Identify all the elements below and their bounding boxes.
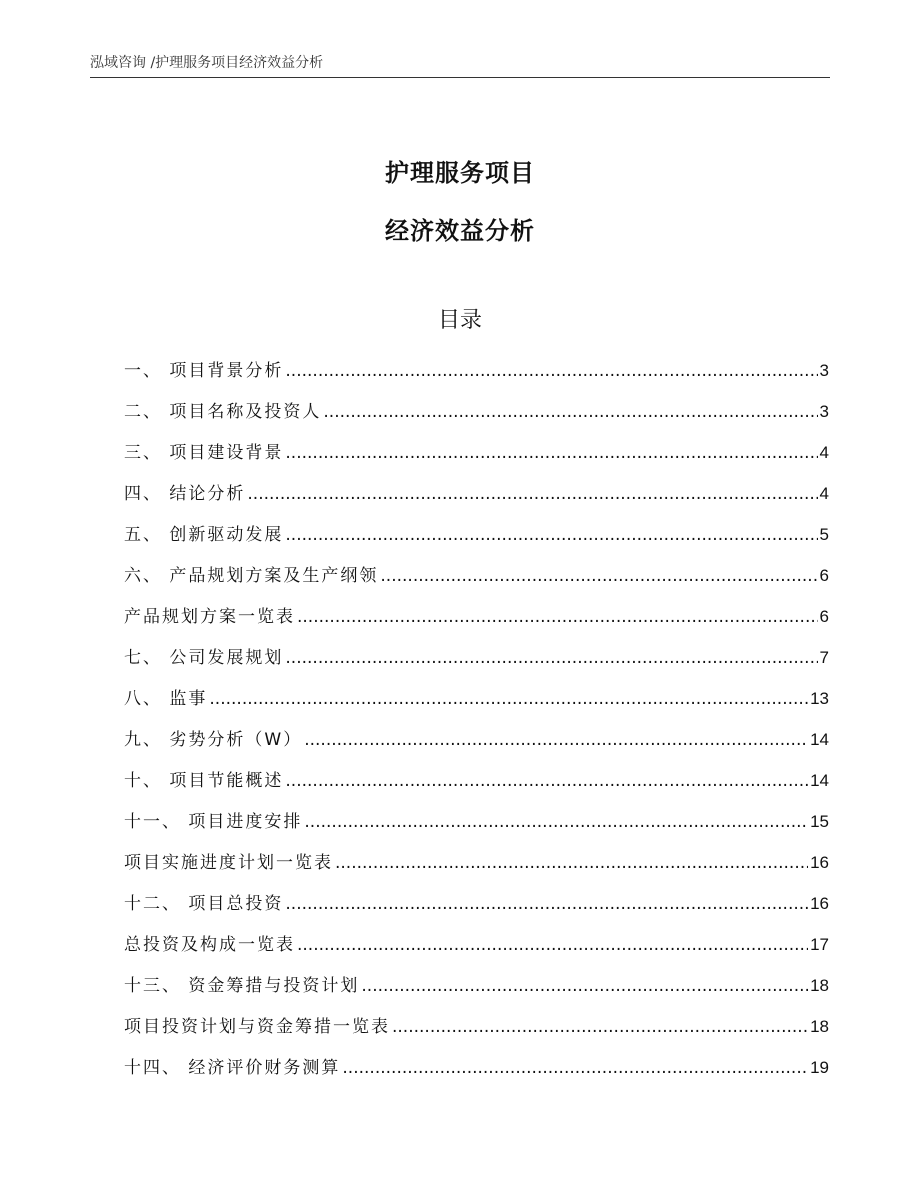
toc-entry-leader: [323, 397, 817, 427]
toc-entry[interactable]: [124, 807, 829, 848]
toc-entry[interactable]: [124, 971, 829, 1012]
toc-entry-leader: [335, 848, 808, 878]
toc-entry-leader: [285, 643, 817, 673]
toc-entry-label: 七、 公司发展规划: [124, 648, 284, 668]
toc-entry-page: 4: [819, 484, 829, 503]
toc-entry[interactable]: [124, 889, 829, 930]
toc-entry-label: 总投资及构成一览表: [124, 935, 295, 955]
toc-entry[interactable]: [124, 602, 829, 643]
toc-entry-leader: [285, 520, 817, 550]
toc-entry-page: 6: [819, 607, 829, 626]
toc-entry-label: 十三、 资金筹措与投资计划: [124, 976, 360, 996]
toc-entry-leader: [380, 561, 817, 591]
toc-entry-leader: [392, 1012, 808, 1042]
toc-entry-page: 13: [810, 689, 829, 708]
toc-entry[interactable]: [124, 479, 829, 520]
toc-entry[interactable]: [124, 643, 829, 684]
toc-entry-page: 14: [810, 730, 829, 749]
toc-entry-page: 18: [810, 1017, 829, 1036]
toc-entry-leader: [297, 602, 818, 632]
toc-entry-leader: [304, 807, 808, 837]
toc-entry[interactable]: [124, 438, 829, 479]
toc-entry-leader: [342, 1053, 808, 1083]
toc-entry[interactable]: [124, 356, 829, 397]
toc-entry[interactable]: [124, 848, 829, 889]
toc-heading: 目录: [437, 308, 482, 333]
toc-entry-page: 16: [810, 894, 829, 913]
toc-entry-label: 十、 项目节能概述: [124, 771, 284, 791]
toc-entry-label: 八、 监事: [124, 689, 208, 709]
toc-entry-leader: [247, 479, 817, 509]
toc-entry[interactable]: [124, 397, 829, 438]
toc-entry-page: 14: [810, 771, 829, 790]
toc-entry-leader: [361, 971, 808, 1001]
toc-entry-label: 项目实施进度计划一览表: [124, 853, 333, 873]
toc-entry-label: 五、 创新驱动发展: [124, 525, 284, 545]
toc-entry-page: 18: [810, 976, 829, 995]
toc-entry-label: 六、 产品规划方案及生产纲领: [124, 566, 379, 586]
toc-entry-leader: [285, 889, 808, 919]
toc-entry-page: 19: [810, 1058, 829, 1077]
toc-entry-page: 7: [819, 648, 829, 667]
toc-entry-label: 二、 项目名称及投资人: [124, 402, 322, 422]
toc-entry[interactable]: [124, 930, 829, 971]
toc-entry-label: 项目投资计划与资金筹措一览表: [124, 1017, 390, 1037]
toc-entry[interactable]: [124, 561, 829, 602]
toc-entry[interactable]: [124, 520, 829, 561]
toc-entry[interactable]: [124, 1053, 829, 1094]
toc-entry-page: 5: [819, 525, 829, 544]
title-line-2: 经济效益分析: [385, 217, 535, 245]
toc-entry-page: 3: [819, 361, 829, 380]
toc-entry-label: 三、 项目建设背景: [124, 443, 284, 463]
toc-entry-label: 四、 结论分析: [124, 484, 246, 504]
document-title: [0, 155, 920, 271]
toc-entry-leader: [209, 684, 808, 714]
toc-entry-label: 产品规划方案一览表: [124, 607, 295, 627]
toc-entry[interactable]: [124, 725, 829, 766]
toc-entry-leader: [285, 438, 817, 468]
toc-entry-label: 九、 劣势分析（W）: [124, 730, 303, 750]
table-of-contents: [124, 356, 829, 1094]
toc-entry-page: 6: [819, 566, 829, 585]
toc-entry-page: 15: [810, 812, 829, 831]
toc-entry-page: 17: [810, 935, 829, 954]
toc-entry-leader: [297, 930, 808, 960]
toc-entry-label: 一、 项目背景分析: [124, 361, 284, 381]
toc-entry-label: 十一、 项目进度安排: [124, 812, 303, 832]
toc-entry[interactable]: [124, 1012, 829, 1053]
running-header: [90, 55, 830, 78]
toc-entry-leader: [304, 725, 808, 755]
toc-entry-page: 3: [819, 402, 829, 421]
toc-entry-label: 十四、 经济评价财务测算: [124, 1058, 341, 1078]
toc-entry-page: 16: [810, 853, 829, 872]
toc-entry-leader: [285, 356, 817, 386]
running-header-text: 泓域咨询 /护理服务项目经济效益分析: [90, 55, 324, 71]
toc-entry[interactable]: [124, 684, 829, 725]
toc-entry-page: 4: [819, 443, 829, 462]
toc-entry-label: 十二、 项目总投资: [124, 894, 284, 914]
toc-entry[interactable]: [124, 766, 829, 807]
toc-entry-leader: [285, 766, 808, 796]
title-line-1: 护理服务项目: [385, 159, 535, 187]
